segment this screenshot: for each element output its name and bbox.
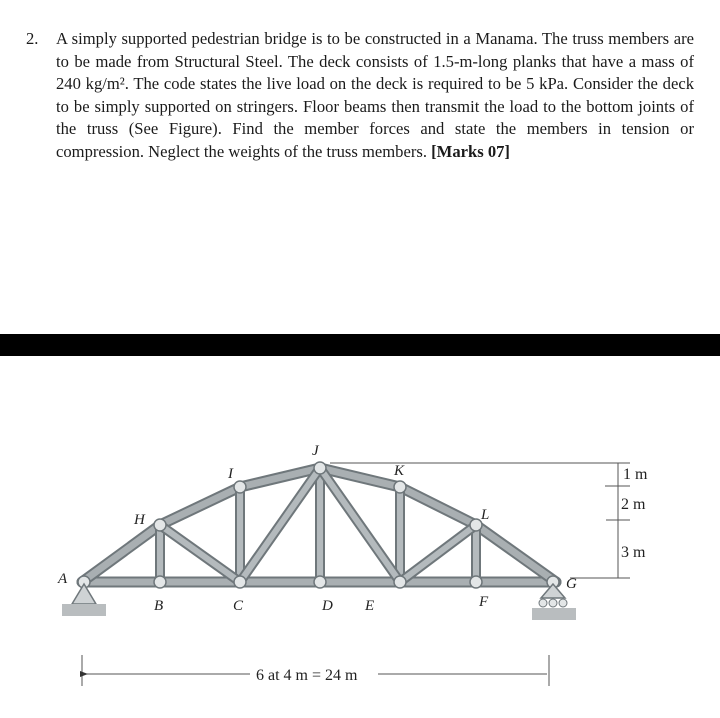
joint-i-pin (234, 481, 246, 493)
truss-members (82, 468, 556, 582)
problem-number: 2. (26, 29, 39, 48)
joint-label-d: D (322, 598, 333, 614)
dim-label-3m: 3 m (621, 544, 646, 561)
truss-figure (0, 356, 720, 713)
joint-h-pin (154, 519, 166, 531)
marks-label: [Marks 07] (431, 141, 510, 161)
truss-diagram (0, 356, 720, 713)
joint-j-pin (314, 462, 326, 474)
joint-e-pin (394, 576, 406, 588)
joint-label-g: G (566, 576, 577, 592)
joint-label-k: K (394, 463, 405, 479)
problem-body: A simply supported pedestrian bridge is to be constructed in a Manama. The truss members are to be made from Structural Steel. The deck consists of 1.5-m-long planks that have a mass of 240 kg/m². The code states the live load on the deck is required to be 5 kPa. Consider the deck to be simply supported on stringers. Floor beams then transmit the load to the bottom joints of the truss (See Figure). Find the member forces and state the members in tension or compression. Neglect the weights of the truss members. (56, 29, 694, 161)
joint-label-a: A (58, 571, 68, 587)
dim-label-2m: 2 m (621, 496, 646, 513)
joint-k-pin (394, 481, 406, 493)
joint-label-f: F (479, 594, 489, 610)
joint-label-i: I (228, 466, 233, 482)
joint-f-pin (470, 576, 482, 588)
joint-label-b: B (154, 598, 164, 614)
joint-label-h: H (134, 512, 145, 528)
span-dimension-label: 6 at 4 m = 24 m (256, 667, 358, 684)
joint-c-pin (234, 576, 246, 588)
joint-label-e: E (365, 598, 375, 614)
joint-b-pin (154, 576, 166, 588)
joint-label-l: L (481, 507, 490, 523)
joint-label-c: C (233, 598, 244, 614)
problem-statement (26, 28, 694, 164)
problem-text (56, 28, 694, 164)
joint-label-j: J (312, 443, 319, 459)
black-divider-bar (0, 334, 720, 356)
pin-support-a (62, 584, 106, 616)
joint-d-pin (314, 576, 326, 588)
dim-label-1m: 1 m (623, 466, 648, 483)
